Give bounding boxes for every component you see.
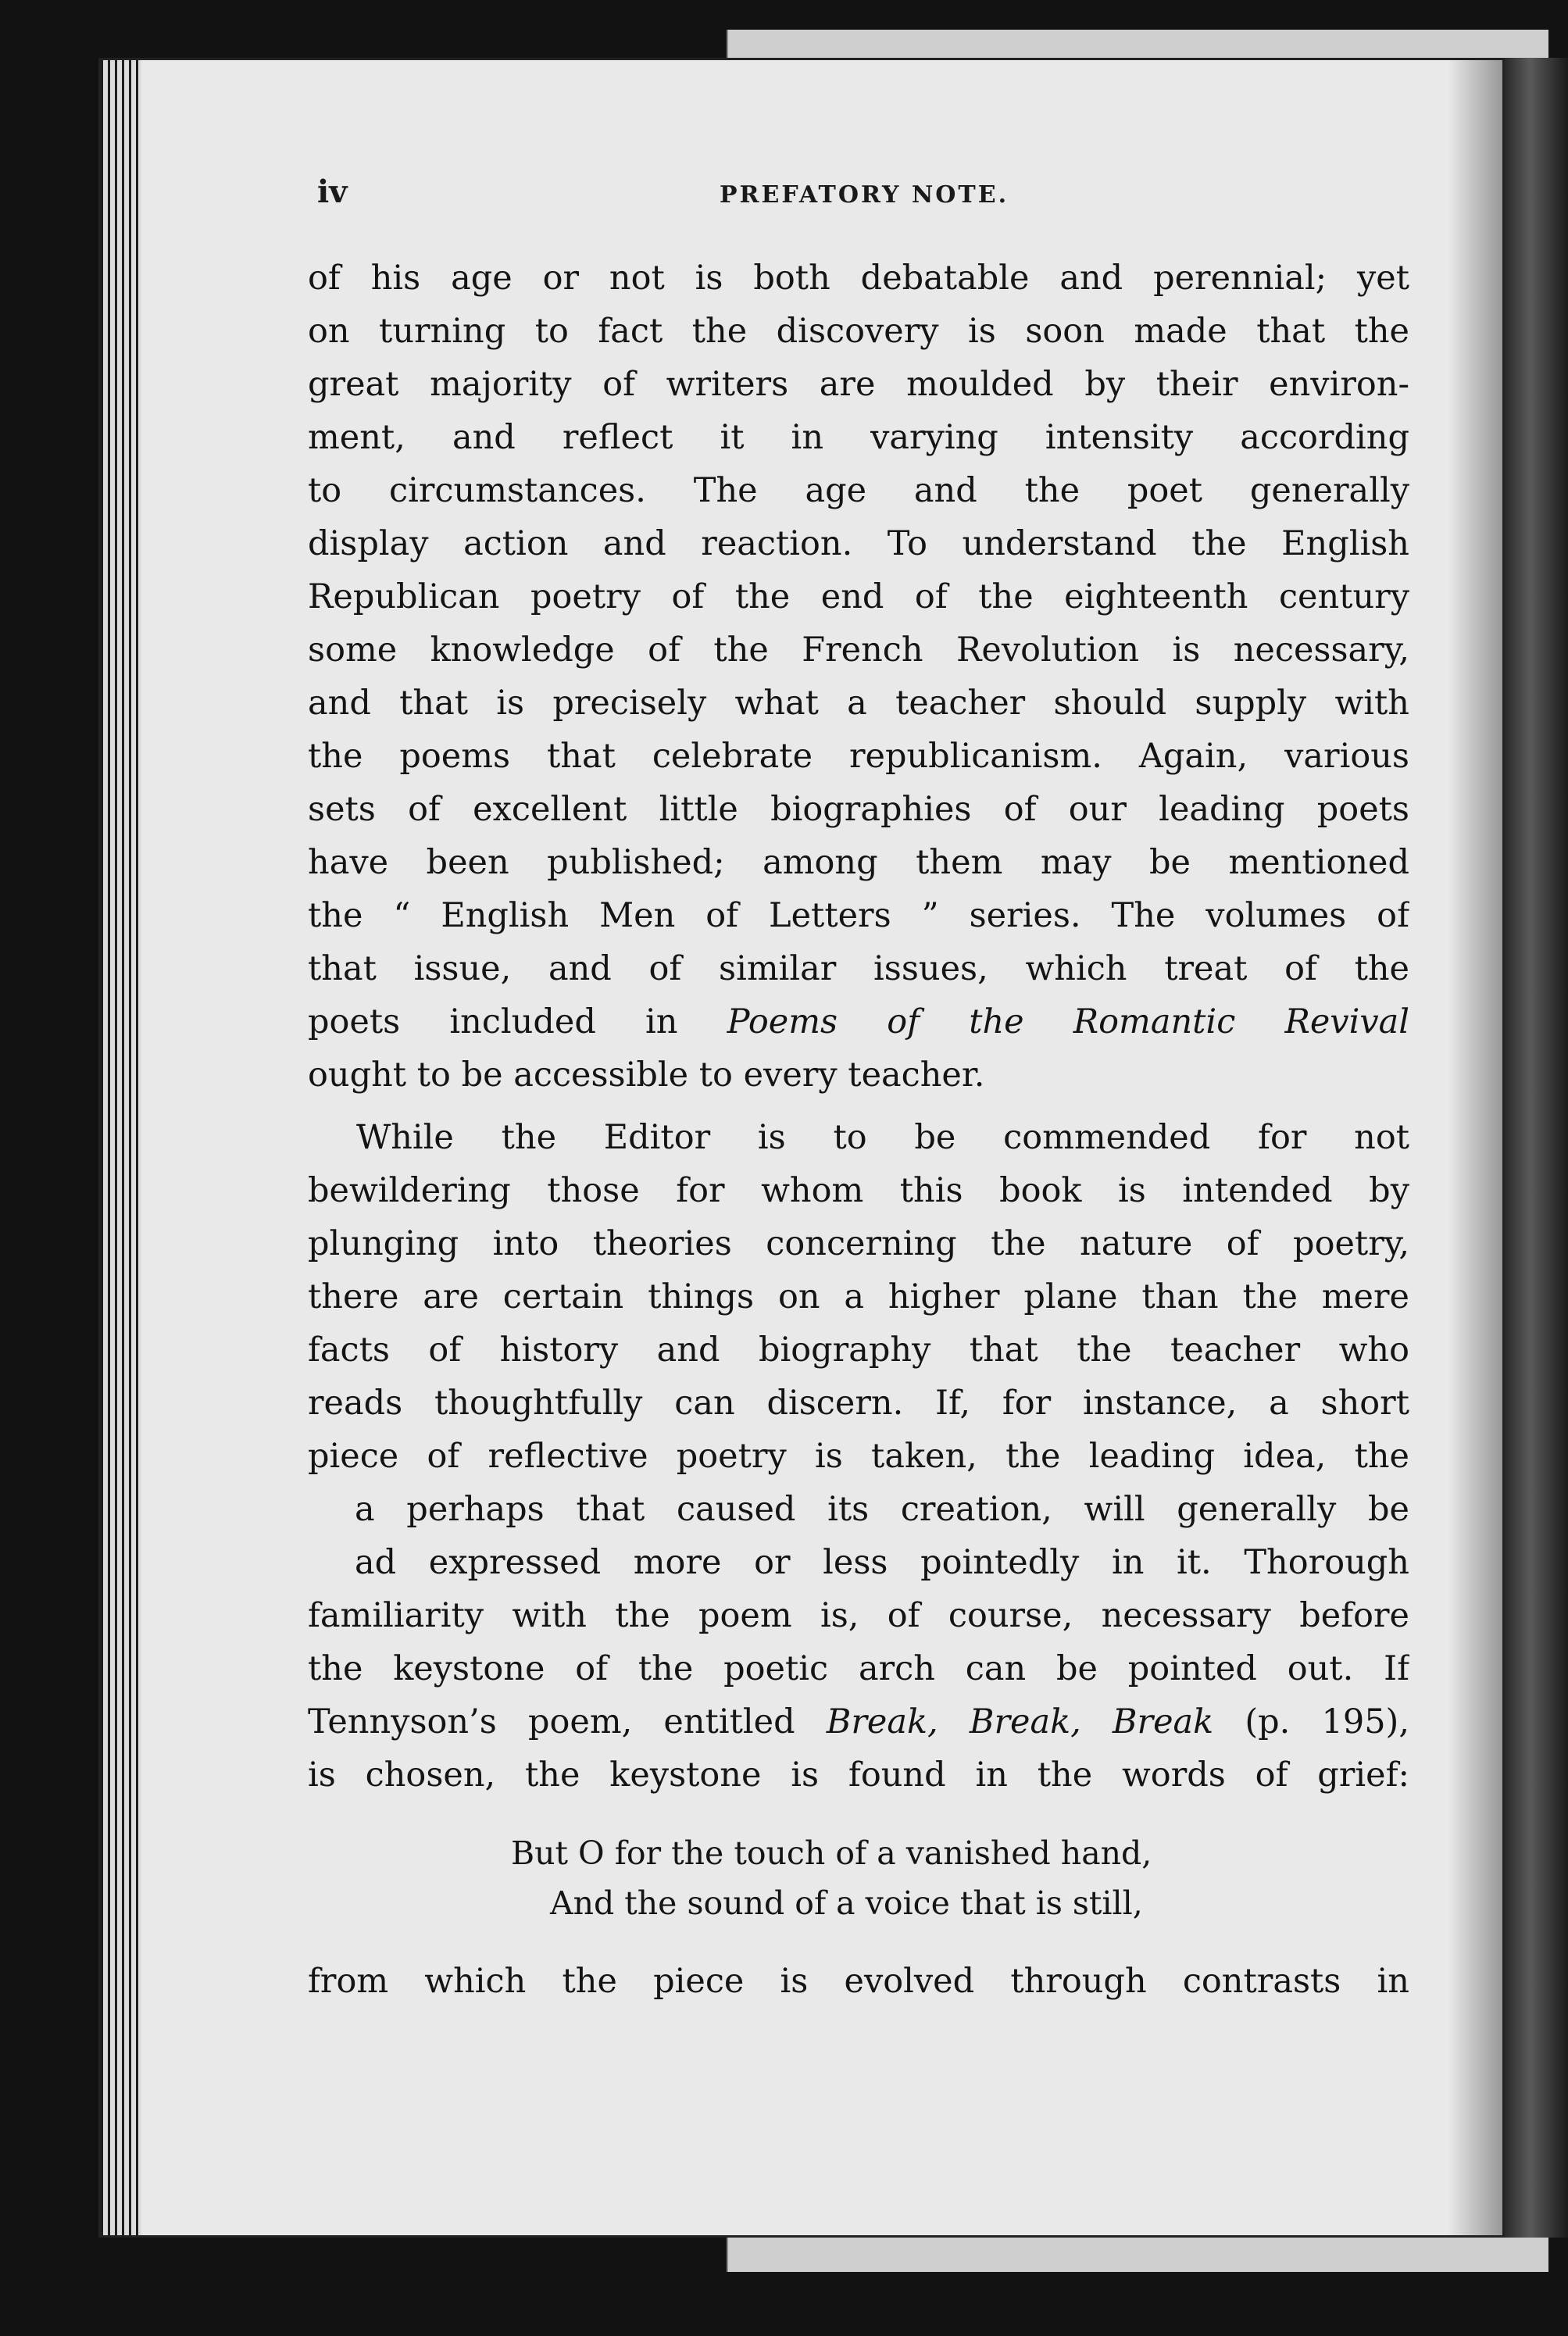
- text-line: piece of reflective poetry is taken, the leading idea, the: [308, 1437, 1409, 1476]
- text-line: sets of excellent little biographies of our leading poets: [308, 790, 1409, 829]
- text-fragment: Tennyson’s poem, entitled: [308, 1702, 795, 1741]
- book-edge: [1505, 58, 1568, 2238]
- body-text: [308, 252, 1409, 2008]
- page-header: [317, 173, 1411, 220]
- text-line: [308, 995, 1409, 1048]
- text-line: and that is precisely what a teacher should supply with: [308, 684, 1409, 723]
- text-line: facts of history and biography that the teacher who: [308, 1331, 1409, 1370]
- page-shadow: [1448, 60, 1502, 2235]
- text-line: ment, and reflect it in varying intensity according: [308, 418, 1409, 457]
- text-line: bewildering those for whom this book is intended by: [308, 1171, 1409, 1210]
- text-line: While the Editor is to be commended for not: [356, 1118, 1409, 1157]
- text-line: on turning to fact the discovery is soon made that the: [308, 312, 1409, 351]
- poem-title: Break, Break, Break: [826, 1702, 1214, 1741]
- text-line: the poems that celebrate republicanism. Again, various: [308, 737, 1409, 776]
- quote-gap: [308, 1802, 1409, 1828]
- text-line: Republican poetry of the end of the eighteenth century: [308, 577, 1409, 616]
- page-number: iv: [317, 173, 348, 210]
- text-line: some knowledge of the French Revolution is necessary,: [308, 630, 1409, 670]
- text-line: of his age or not is both debatable and perennial; yet: [308, 259, 1409, 298]
- text-fragment: (p. 195),: [1245, 1702, 1409, 1741]
- text-fragment: poets included in: [308, 1002, 678, 1041]
- quote-gap: [308, 1928, 1409, 1955]
- quote-line: But O for the touch of a vanished hand,: [511, 1834, 1152, 1872]
- text-line: familiarity with the poem is, of course, necessary before: [308, 1596, 1409, 1635]
- page-binding: [101, 60, 141, 2235]
- text-line: great majority of writers are moulded by their environ-: [308, 365, 1409, 404]
- text-line: there are certain things on a higher plane than the mere: [308, 1277, 1409, 1316]
- text-line: the “ English Men of Letters ” series. The volumes of: [308, 896, 1409, 935]
- quote-line: And the sound of a voice that is still,: [550, 1884, 1143, 1922]
- text-line: a perhaps that caused its creation, will generally be: [355, 1490, 1409, 1529]
- text-line: that issue, and of similar issues, which treat of the: [308, 949, 1409, 988]
- running-head: PREFATORY NOTE.: [720, 181, 1009, 209]
- text-line: from which the piece is evolved through contrasts in: [308, 1962, 1409, 2001]
- text-line: reads thoughtfully can discern. If, for instance, a short: [308, 1384, 1409, 1423]
- text-line: the keystone of the poetic arch can be pointed out. If: [308, 1649, 1409, 1688]
- book-title: Poems of the Romantic Revival: [727, 1002, 1409, 1041]
- text-line: to circumstances. The age and the poet generally: [308, 471, 1409, 510]
- text-line: plunging into theories concerning the nature of poetry,: [308, 1224, 1409, 1263]
- text-line: is chosen, the keystone is found in the words of grief:: [308, 1756, 1409, 1795]
- text-line: [308, 1695, 1409, 1748]
- text-line: ought to be accessible to every teacher.: [308, 1055, 985, 1095]
- paragraph-gap: [308, 1102, 1409, 1111]
- text-line: ad expressed more or less pointedly in it. Thorough: [355, 1543, 1409, 1582]
- text-line: have been published; among them may be mentioned: [308, 843, 1409, 882]
- text-line: display action and reaction. To understand the English: [308, 524, 1409, 563]
